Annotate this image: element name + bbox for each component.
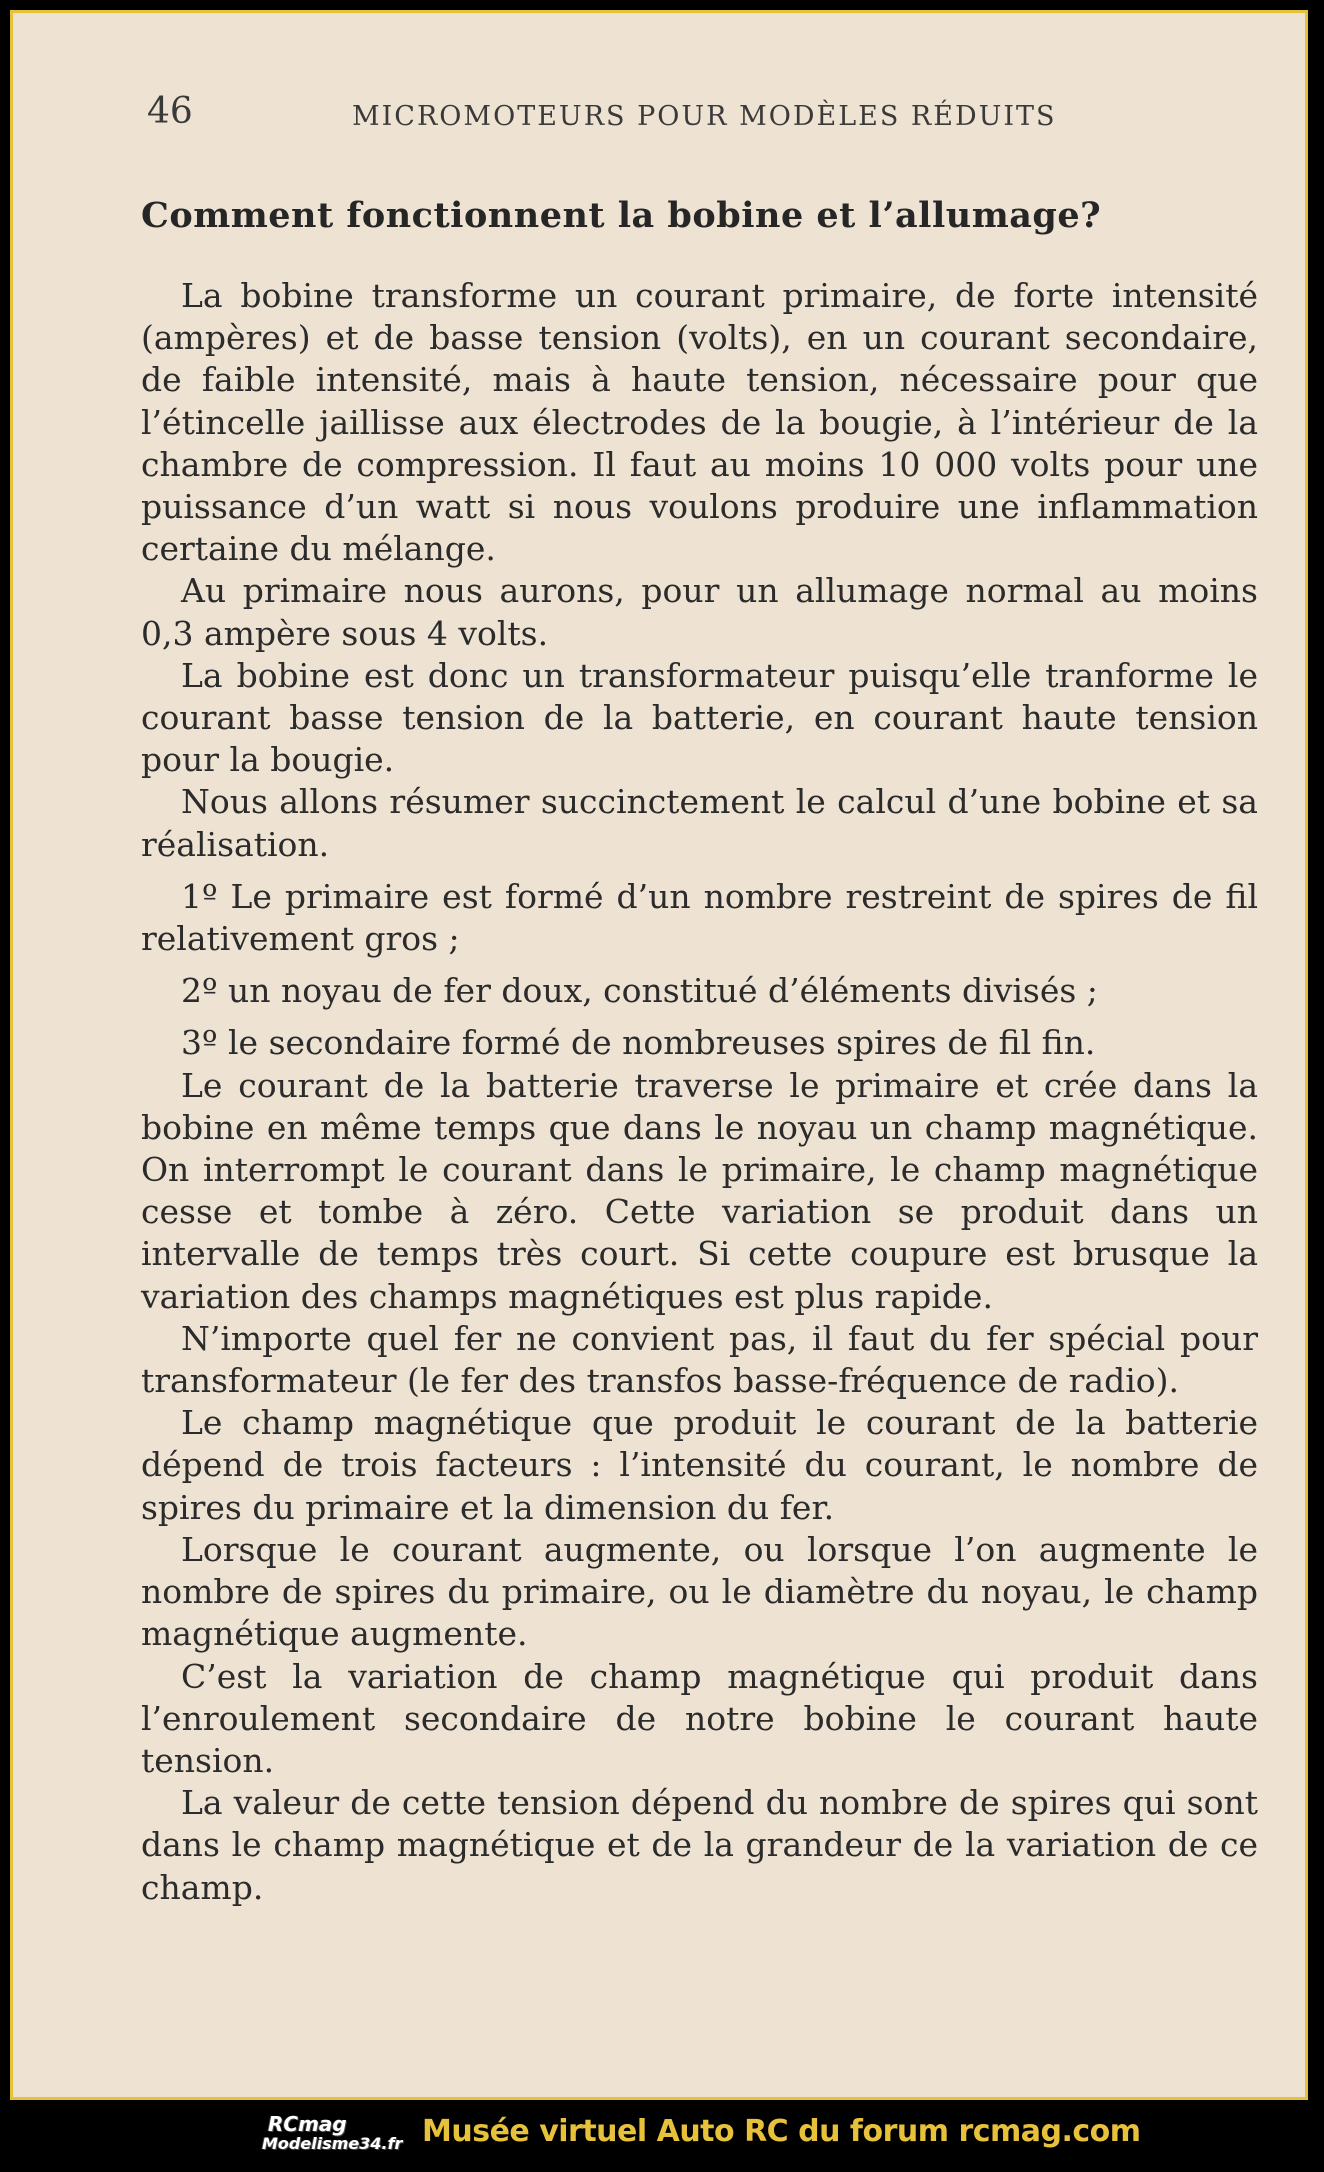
paragraph: La valeur de cette tension dépend du nombre de spires qui sont dans le champ magnétique et de la grandeur de la variation de ce champ. [141, 1783, 1258, 1907]
page-header [137, 91, 1257, 141]
paragraph: C’est la variation de champ magnétique qui produit dans l’enroulement secondaire de notre bobine le courant haute tension. [141, 1656, 1258, 1780]
section-title: Comment fonctionnent la bobine et l’allumage? [141, 195, 1102, 236]
paragraph: Le champ magnétique que produit le courant de la batterie dépend de trois facteurs : l’intensité du courant, le nombre de spires du primaire et la dimension du fer. [141, 1403, 1258, 1527]
footer-caption: Musée virtuel Auto RC du forum rcmag.com [422, 2114, 1141, 2149]
rcmag-logo [262, 2112, 402, 2156]
list-item: 3º le secondaire formé de nombreuses spires de fil fin. [181, 1023, 1096, 1063]
list-item: 2º un noyau de fer doux, constitué d’éléments divisés ; [181, 971, 1098, 1011]
paragraph: Lorsque le courant augmente, ou lorsque l’on augmente le nombre de spires du primaire, ou le diamètre du noyau, le champ magnétique augmente. [141, 1529, 1258, 1654]
paragraph: La bobine transforme un courant primaire, de forte intensité (ampères) et de basse tension (volts), en un courant secondaire, de faible intensité, mais à haute tension, nécessaire pour que l’étincelle jaillisse aux électrodes de la bougie, à l’intérieur de la chambre de compression. Il faut au moins 10 000 volts pour une puissance d’un watt si nous voulons produire une inflammation certaine du mélange. [141, 276, 1258, 569]
running-head: MICROMOTEURS POUR MODÈLES RÉDUITS [352, 101, 1057, 132]
logo-text-top: RCmag [268, 2112, 347, 2136]
paragraph: Au primaire nous aurons, pour un allumage normal au moins 0,3 ampère sous 4 volts. [141, 571, 1258, 653]
page-number: 46 [147, 91, 193, 132]
paragraph: N’importe quel fer ne convient pas, il faut du fer spécial pour transformateur (le fer des transfos basse-fréquence de radio). [141, 1318, 1258, 1401]
footer [262, 2112, 1141, 2156]
logo-text-bottom: Modelisme34.fr [262, 2134, 403, 2153]
list-item: 1º Le primaire est formé d’un nombre restreint de spires de fil relativement gros ; [141, 876, 1258, 959]
book-page [10, 10, 1308, 2100]
body-text [141, 275, 1258, 1909]
paragraph: La bobine est donc un transformateur puisqu’elle tranforme le courant basse tension de la batterie, en courant haute tension pour la bougie. [141, 655, 1258, 780]
paragraph: Le courant de la batterie traverse le primaire et crée dans la bobine en même temps que dans le noyau un champ magnétique. On interrompt le courant dans le primaire, le champ magnétique cesse et tombe à zéro. Cette variation se produit dans un intervalle de temps très court. Si cette coupure est brusque la variation des champs magnétiques est plus rapide. [141, 1065, 1258, 1316]
paragraph: Nous allons résumer succinctement le calcul d’une bobine et sa réalisation. [141, 782, 1258, 864]
